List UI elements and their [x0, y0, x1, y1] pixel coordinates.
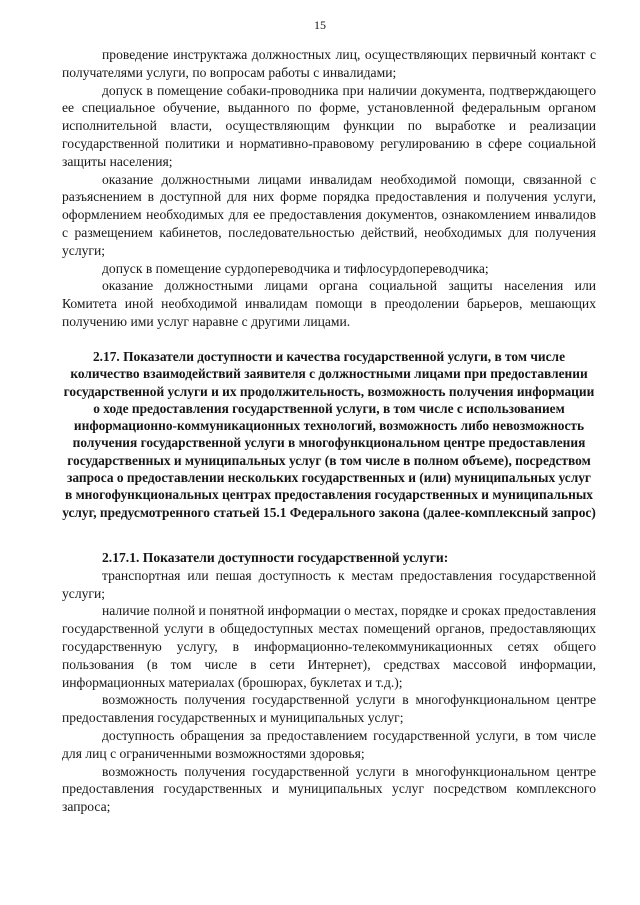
paragraph: допуск в помещение собаки-проводника при наличии документа, подтверждающего ее специальное обучение, выданного по форме, установленной федеральным органом исполнительной власти, осуществляющим функции по выработке и реализации государственной политики и нормативно-правовому регулированию в сфере социальной защиты населения; — [62, 82, 596, 169]
paragraph: оказание должностными лицами органа социальной защиты населения или Комитета иной необходимой инвалидам помощи в преодолении барьеров, мешающих получению ими услуг наравне с другими лицами. — [62, 278, 596, 329]
paragraph: возможность получения государственной услуги в многофункциональном центре предоставления государственных и муниципальных услуг; — [62, 692, 596, 726]
section-heading: 2.17. Показатели доступности и качества государственной услуги, в том числе количество взаимодействий заявителя с должностными лицами при предоставлении государственной услуги и их продолжительность, возможность получения информации о ходе предоставления государственной услуги, в том числе с использованием информационно-коммуникационных технологий, возможность либо невозможность получения государственной услуги в многофункциональном центре предоставления государственных и муниципальных услуг (в том числе в полном объеме), посредством запроса о предоставлении нескольких государственных и (или) муниципальных услуг в многофункциональных центрах предоставления государственных и муниципальных услуг, предусмотренного статьей 15.1 Федерального закона (далее-комплексный запрос) — [62, 349, 596, 520]
paragraph: доступность обращения за предоставлением государственной услуги, в том числе для лиц с ограниченными возможностями здоровья; — [62, 727, 596, 761]
paragraph: оказание должностными лицами инвалидам необходимой помощи, связанной с разъяснением в доступной для них форме порядка предоставления и получения услуги, оформлением необходимых для ее предоставления документов, ознакомлением инвалидов с размещением кабинетов, последовательностью действий, необходимых для получения услуги; — [62, 171, 596, 258]
subsection-heading: 2.17.1. Показатели доступности государственной услуги: — [102, 550, 449, 565]
paragraph: проведение инструктажа должностных лиц, осуществляющих первичный контакт с получателями услуги, по вопросам работы с инвалидами; — [62, 47, 596, 80]
paragraph: допуск в помещение сурдопереводчика и тифлосурдопереводчика; — [102, 260, 489, 276]
paragraph: возможность получения государственной услуги в многофункциональном центре предоставления государственных и муниципальных услуг посредством комплексного запроса; — [62, 763, 596, 815]
accessibility-measures-list — [62, 46, 596, 331]
paragraph: наличие полной и понятной информации о местах, порядке и сроках предоставления государственной услуги в общедоступных местах помещений органов, предоставляющих государственную услугу, в информационно-телекоммуникационных сетях общего пользования (в том числе в сети Интернет), средствах массовой информации, информационных материалах (брошюрах, буклетах и т.д.); — [62, 603, 596, 690]
paragraph: транспортная или пешая доступность к местам предоставления государственной услуги; — [62, 567, 596, 601]
page-number: 15 — [314, 18, 326, 32]
accessibility-indicators-list — [62, 549, 596, 816]
